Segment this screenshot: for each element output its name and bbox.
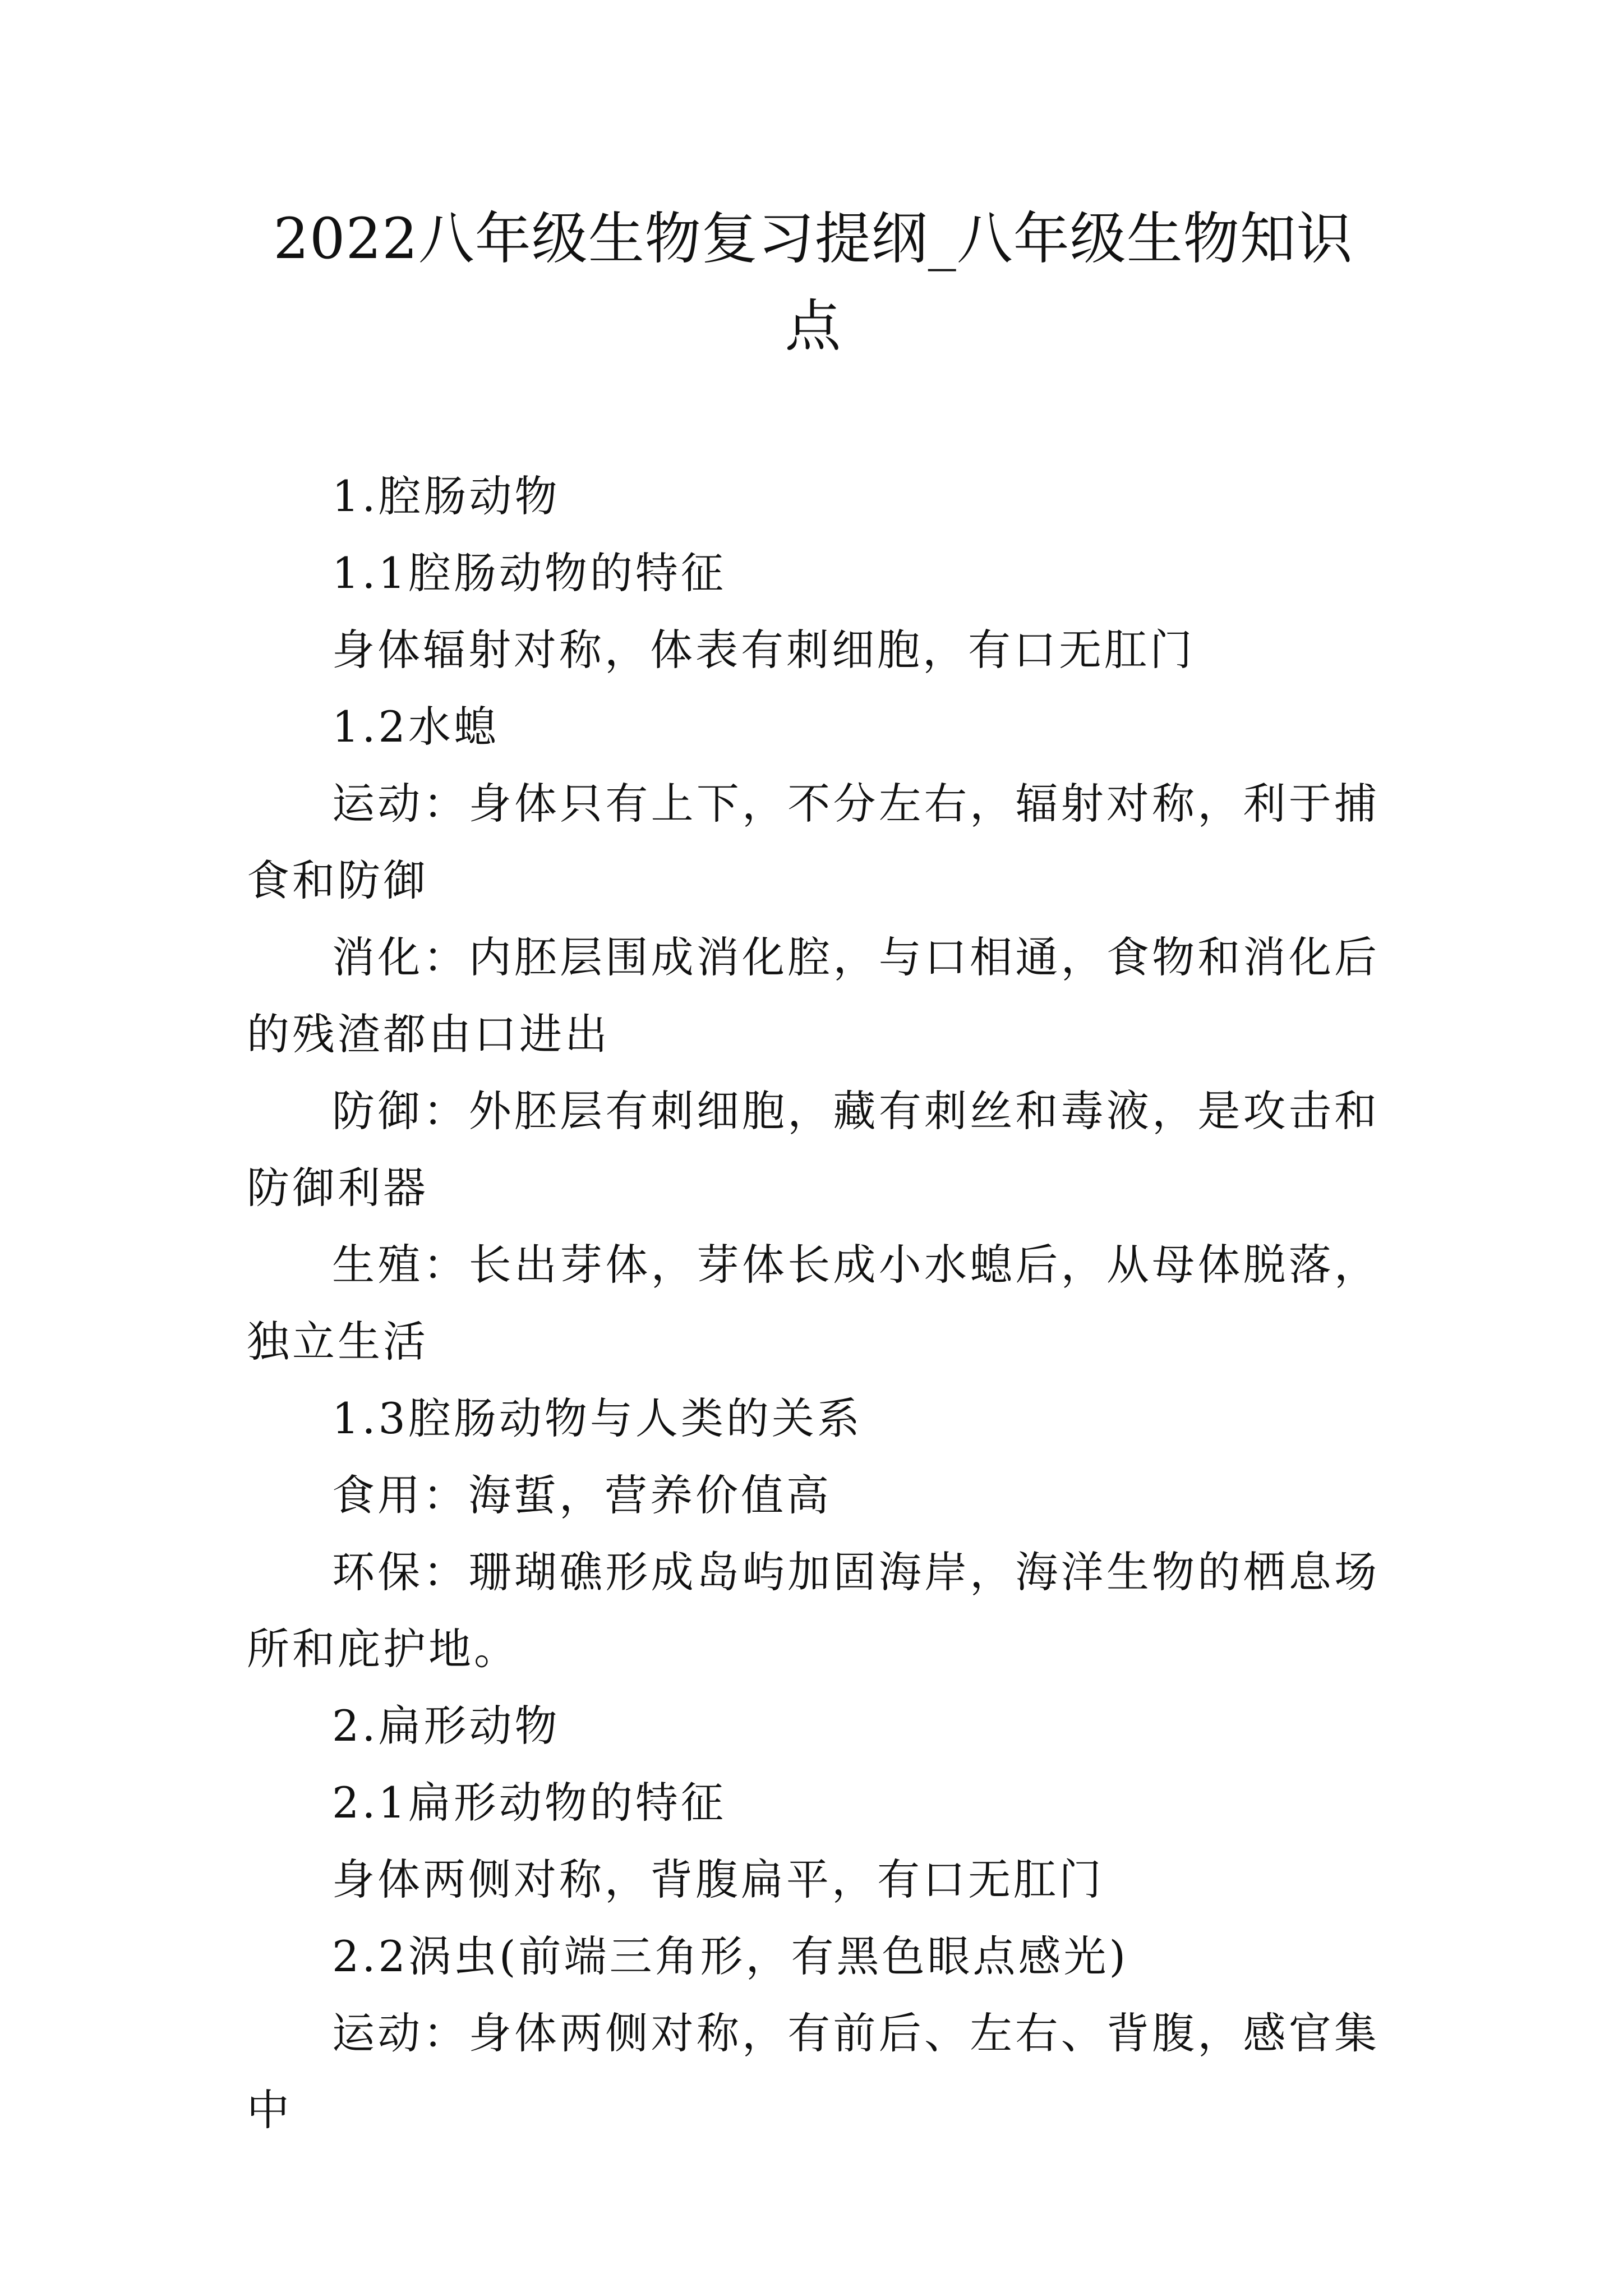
paragraph: 身体两侧对称，背腹扁平，有口无肛门: [332, 1855, 1104, 1904]
paragraph: 运动：身体两侧对称，有前后、左右、背腹，感官集中: [247, 2008, 1380, 2135]
heading-flatworms: 2.扁形动物: [332, 1701, 560, 1751]
heading-cnidaria: 1.腔肠动物: [332, 471, 560, 521]
paragraph: 生殖：长出芽体，芽体长成小水螅后，从母体脱落，独立生活: [247, 1240, 1380, 1366]
paragraph: 防御：外胚层有刺细胞，藏有刺丝和毒液，是攻击和防御利器: [247, 1086, 1380, 1213]
document-title: 2022八年级生物复习提纲_八年级生物知识点: [273, 206, 1353, 359]
subheading-cnidaria-features: 1.1腔肠动物的特征: [332, 548, 726, 598]
paragraph: 运动：身体只有上下，不分左右，辐射对称，利于捕食和防御: [247, 779, 1380, 905]
paragraph: 身体辐射对称，体表有刺细胞，有口无肛门: [332, 625, 1195, 675]
document-body: [247, 458, 1380, 2148]
subheading-hydra: 1.2水螅: [332, 702, 499, 752]
paragraph: 食用：海蜇，营养价值高: [332, 1470, 832, 1520]
paragraph: 消化：内胚层围成消化腔，与口相通，食物和消化后的残渣都由口进出: [247, 932, 1380, 1059]
subheading-flatworm-features: 2.1扁形动物的特征: [332, 1778, 726, 1828]
subheading-cnidaria-and-humans: 1.3腔肠动物与人类的关系: [332, 1393, 863, 1443]
subheading-planarian: 2.2涡虫(前端三角形，有黑色眼点感光): [332, 1931, 1129, 1981]
paragraph: 环保：珊瑚礁形成岛屿加固海岸，海洋生物的栖息场所和庇护地。: [247, 1547, 1380, 1674]
